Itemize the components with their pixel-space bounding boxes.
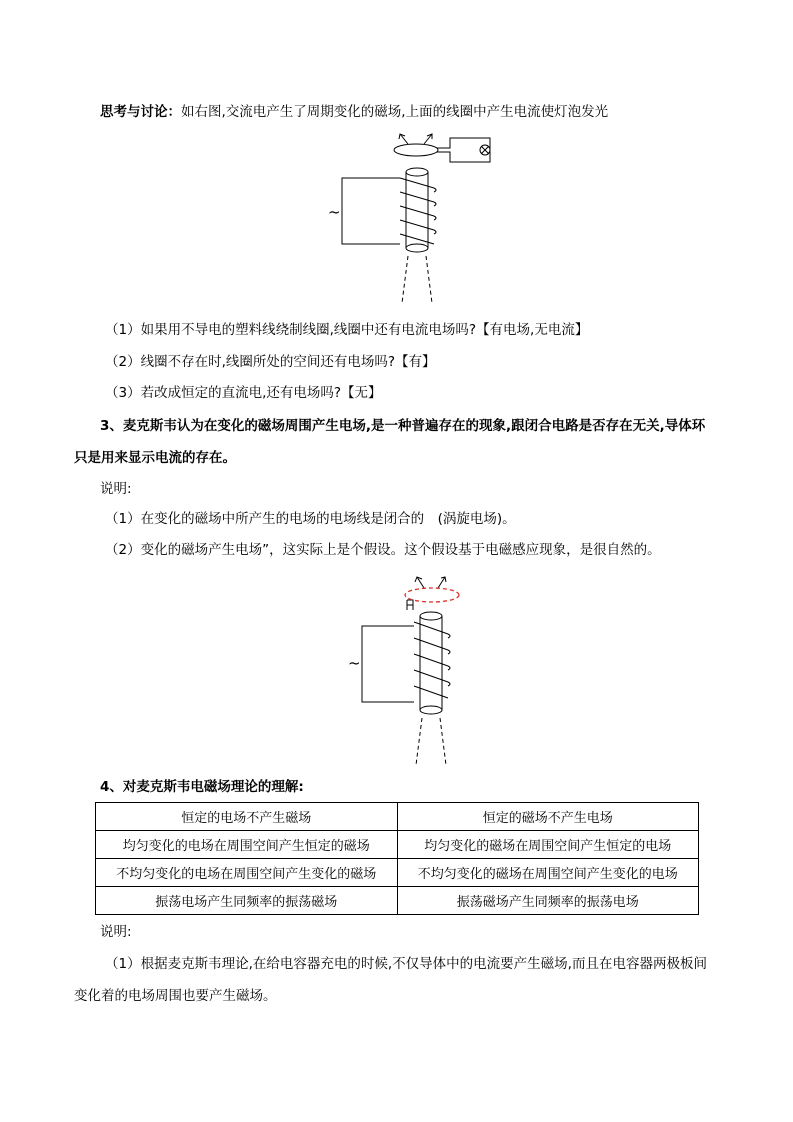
cylinder-bottom xyxy=(406,244,428,252)
ac-source-wire xyxy=(362,626,414,702)
figure-solenoid-lamp xyxy=(320,128,500,308)
theory-table xyxy=(95,802,699,915)
table-cell: 振荡电场产生同频率的振荡磁场 xyxy=(96,887,398,915)
table-cell: 不均匀变化的磁场在周围空间产生变化的电场 xyxy=(397,859,699,887)
note-label: 说明: xyxy=(100,481,132,497)
table-row xyxy=(96,887,699,915)
field-line-dashed-right xyxy=(440,718,446,765)
cylinder-bottom xyxy=(420,706,442,714)
note-4-label: 说明: xyxy=(100,924,132,940)
field-line-dashed-left xyxy=(402,256,408,303)
small-mark xyxy=(407,600,413,610)
solenoid-winding xyxy=(400,178,434,244)
ac-symbol: ~ xyxy=(348,654,361,672)
question-3: （3）若改成恒定的直流电,还有电场吗?【无】 xyxy=(105,385,382,401)
table-row xyxy=(96,803,699,831)
note-4-line-1: （1）根据麦克斯韦理论,在给电容器充电的时候,不仅导体中的电流要产生磁场,而且在电容器两极板间 xyxy=(105,956,707,972)
table-row xyxy=(96,831,699,859)
field-line-dashed-left xyxy=(416,718,422,765)
ac-symbol: ~ xyxy=(328,203,341,221)
cylinder-top xyxy=(406,168,428,176)
coil-ring xyxy=(394,144,438,156)
table-cell: 均匀变化的电场在周围空间产生恒定的磁场 xyxy=(96,831,398,859)
field-arrow-right xyxy=(438,577,445,588)
table-cell: 恒定的磁场不产生电场 xyxy=(397,803,699,831)
section-3-line-1: 3、麦克斯韦认为在变化的磁场周围产生电场,是一种普遍存在的现象,跟闭合电路是否存在无关,导体环 xyxy=(100,418,706,434)
table-cell: 不均匀变化的电场在周围空间产生变化的磁场 xyxy=(96,859,398,887)
solenoid-winding xyxy=(414,622,448,698)
figure-solenoid-induced-field xyxy=(340,570,480,770)
note-3-2: （2）变化的磁场产生电场”，这实际上是个假设。这个假设基于电磁感应现象，是很自然的。 xyxy=(105,542,661,558)
discussion-text: 如右图,交流电产生了周期变化的磁场,上面的线圈中产生电流使灯泡发光 xyxy=(181,104,609,120)
table-cell: 恒定的电场不产生磁场 xyxy=(96,803,398,831)
table-cell: 均匀变化的磁场在周围空间产生恒定的电场 xyxy=(397,831,699,859)
note-3-1: （1）在变化的磁场中所产生的电场的电场线是闭合的 (涡旋电场)。 xyxy=(105,511,516,527)
note-4-line-2: 变化着的电场周围也要产生磁场。 xyxy=(74,988,277,1004)
table-row xyxy=(96,859,699,887)
discussion-paragraph xyxy=(100,103,608,121)
section-4-title: 4、对麦克斯韦电磁场理论的理解: xyxy=(100,779,304,795)
question-2: （2）线圈不存在时,线圈所处的空间还有电场吗?【有】 xyxy=(105,354,436,370)
field-line-dashed-right xyxy=(426,256,432,303)
ac-source-wire xyxy=(342,178,400,244)
table-cell: 振荡磁场产生同频率的振荡电场 xyxy=(397,887,699,915)
discussion-label: 思考与讨论： xyxy=(100,104,181,120)
question-1: （1）如果用不导电的塑料线绕制线圈,线圈中还有电流电场吗?【有电场,无电流】 xyxy=(105,322,589,338)
section-3-line-2: 只是用来显示电流的存在。 xyxy=(74,450,236,466)
cylinder-top xyxy=(420,612,442,620)
